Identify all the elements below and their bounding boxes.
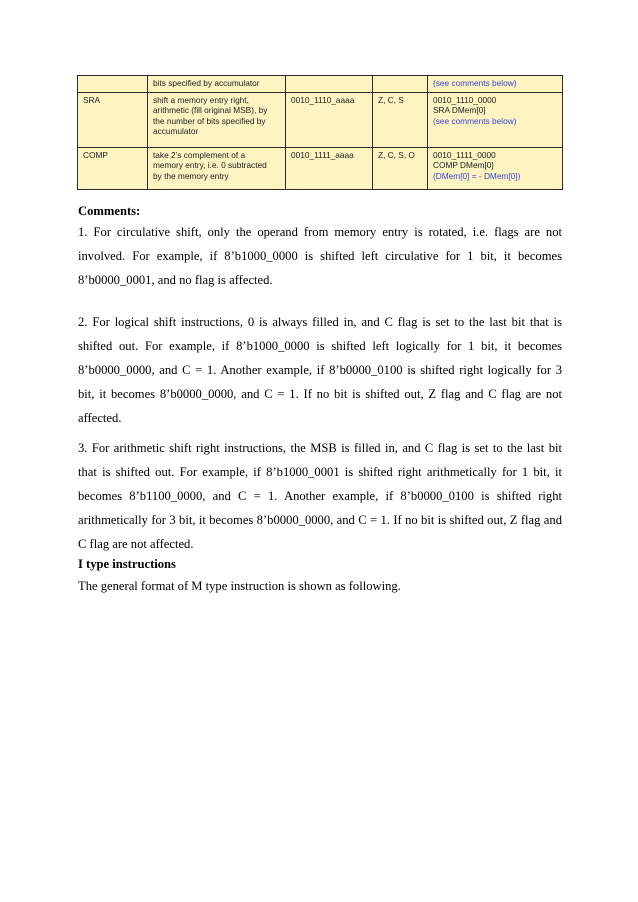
example-line: SRA DMem[0] [433, 105, 486, 115]
example-line: (DMem[0] = - DMem[0]) [433, 170, 521, 181]
comment-3-line: 3. For arithmetic shift right instructions, the MSB is filled in, and C flag is set to the last bit [78, 441, 562, 455]
comment-2-line: 2. For logical shift instructions, 0 is always filled in, and C flag is set to the last bit that is [78, 315, 562, 329]
mnemonic-cell: SRA [78, 92, 148, 147]
example-cell [428, 147, 563, 189]
example-line: (see comments below) [433, 78, 517, 88]
encoding-cell: 0010_1110_aaaa [286, 92, 373, 147]
comment-3-line: C flag are not affected. [78, 537, 194, 551]
description-cell [148, 92, 286, 147]
instruction-row [78, 92, 563, 147]
comment-2-line: shifted out. For example, if 8’b1000_0000 is shifted left logically for 1 bit, it becomes [78, 339, 562, 353]
description-cell [148, 147, 286, 189]
description-cell [148, 76, 286, 93]
flags-cell [373, 76, 428, 93]
example-line: (see comments below) [433, 115, 517, 126]
comment-3-line: becomes 8’b1100_0000, and C = 1. Another example, if 8’b0000_0100 is shifted right [78, 489, 562, 503]
example-cell [428, 76, 563, 93]
comment-2-line: 8’b0000_0000, and C = 1. Another example, if 8’b0000_0100 is shifted right logically for 3 [78, 363, 562, 377]
description-line: accumulator [153, 126, 199, 136]
encoding-cell [286, 76, 373, 93]
mnemonic-cell [78, 76, 148, 93]
description-line: the number of bits specified by [153, 115, 266, 126]
comment-2 [78, 310, 562, 430]
description-line: shift a memory entry right, [153, 94, 249, 105]
example-line: COMP DMem[0] [433, 160, 494, 170]
instruction-table [77, 75, 563, 190]
mnemonic-cell: COMP [78, 147, 148, 189]
instruction-row [78, 76, 563, 93]
flags-cell: Z, C, S [373, 92, 428, 147]
comment-1-line: 8’b0000_0001, and no flag is affected. [78, 273, 273, 287]
comment-1-line: involved. For example, if 8’b1000_0000 is shifted left circulative for 1 bit, it becomes [78, 249, 562, 263]
comment-3 [78, 436, 562, 556]
section-heading: I type instructions [78, 557, 176, 571]
comment-3-line: that is shifted out. For example, if 8’b1000_0001 is shifted right arithmetically for 1 bit, it [78, 465, 562, 479]
description-line: by the memory entry [153, 170, 229, 181]
example-cell [428, 92, 563, 147]
description-line: bits specified by accumulator [153, 78, 260, 88]
instruction-table-body [78, 76, 563, 190]
description-line: memory entry, i.e. 0 subtracted [153, 160, 267, 170]
instruction-row [78, 147, 563, 189]
comment-3-line: arithmetically for 3 bit, it becomes 8’b0000_0000, and C = 1. If no bit is shifted out, Z flag and [78, 513, 562, 527]
comment-1-line: 1. For circulative shift, only the operand from memory entry is rotated, i.e. flags are not [78, 225, 562, 239]
example-line: 0010_1111_0000 [433, 149, 496, 160]
description-line: arithmetic (fill original MSB), by [153, 105, 268, 115]
comment-1 [78, 220, 562, 292]
description-line: take 2’s complement of a [153, 149, 246, 160]
example-line: 0010_1110_0000 [433, 94, 497, 105]
flags-cell: Z, C, S, O [373, 147, 428, 189]
comments-heading: Comments: [78, 204, 141, 218]
encoding-cell: 0010_1111_aaaa [286, 147, 373, 189]
comment-2-line: affected. [78, 411, 122, 425]
section-intro: The general format of M type instruction is shown as following. [78, 579, 401, 593]
comment-2-line: bit, it becomes 8’b0000_0000, and C = 1. If no bit is shifted out, Z flag and C flag are not [78, 387, 562, 401]
